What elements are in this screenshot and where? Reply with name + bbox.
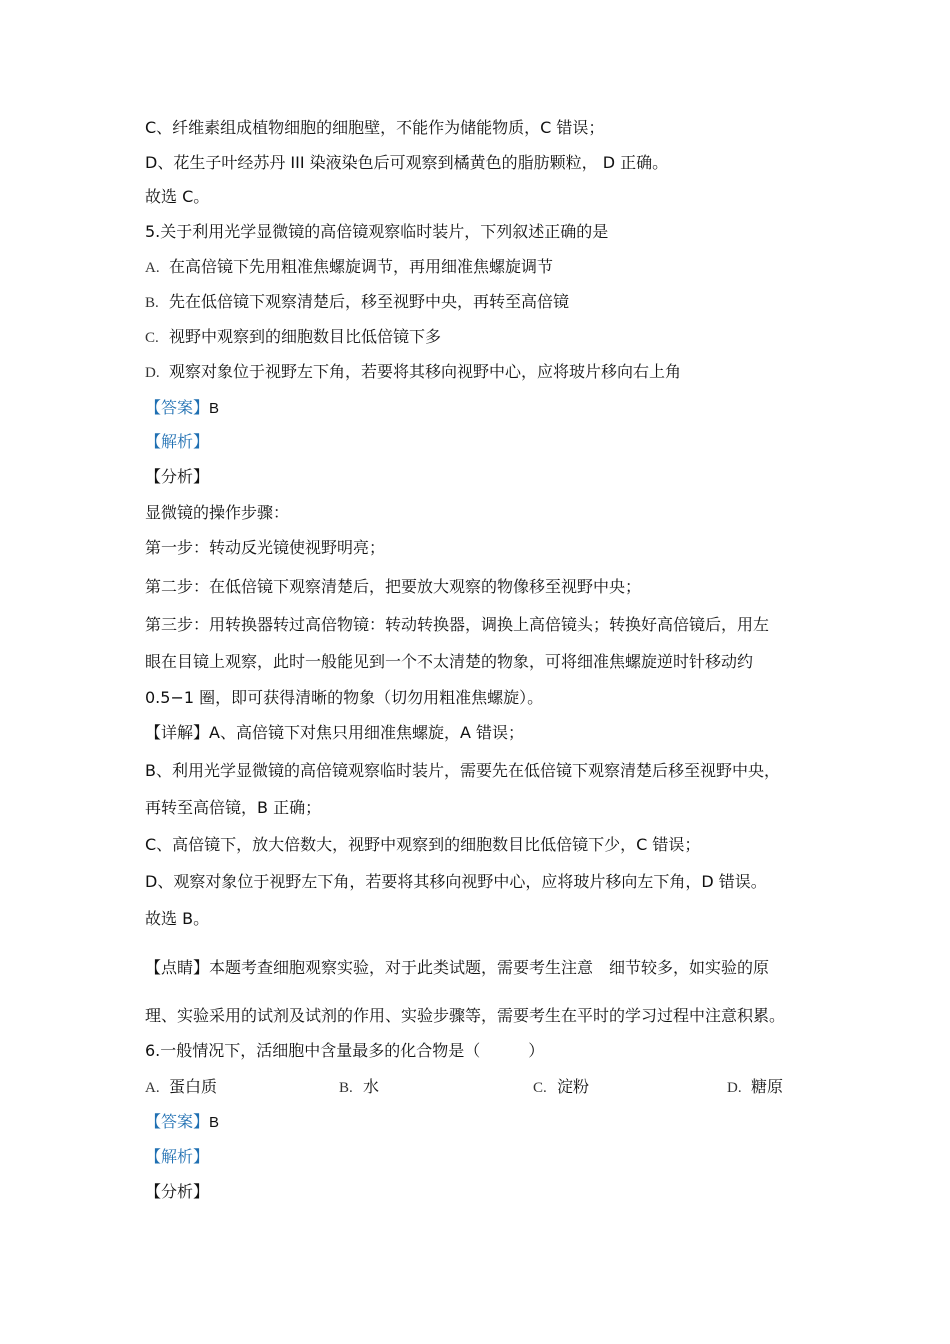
step-3-part-2: 眼在目镜上观察，此时一般能见到一个不太清楚的物象，可将细准焦螺旋逆时针移动约 bbox=[145, 652, 754, 671]
text-line: C、纤维素组成植物细胞的细胞壁，不能作为储能物质，C 错误； bbox=[145, 118, 605, 137]
option-letter: C. bbox=[533, 1080, 547, 1096]
step-2: 第二步：在低倍镜下观察清楚后，把要放大观察的物像移至视野中央； bbox=[145, 577, 642, 596]
question-5-option-d bbox=[145, 361, 681, 384]
option-text: 观察对象位于视野左下角，若要将其移向视野中心，应将玻片移向右上角 bbox=[169, 362, 682, 381]
option-text: 视野中观察到的细胞数目比低倍镜下多 bbox=[169, 327, 442, 346]
answer-value: B bbox=[209, 1114, 220, 1131]
detail-b-part-1: B、利用光学显微镜的高倍镜观察临时装片，需要先在低倍镜下观察清楚后移至视野中央， bbox=[145, 761, 780, 780]
question-6-option-a bbox=[145, 1076, 217, 1099]
answer-line bbox=[145, 397, 219, 420]
answer-tag: 【答案】 bbox=[145, 1112, 210, 1131]
detail-d: D、观察对象位于视野左下角，若要将其移向视野中心，应将玻片移向左下角，D 错误。 bbox=[145, 872, 767, 891]
option-letter: B. bbox=[145, 295, 159, 311]
option-text: 蛋白质 bbox=[169, 1077, 218, 1096]
text-line: 故选 C。 bbox=[145, 187, 210, 206]
steps-title: 显微镜的操作步骤： bbox=[145, 503, 290, 522]
detail-a-line bbox=[145, 722, 524, 744]
option-letter: A. bbox=[145, 1080, 160, 1096]
dianjing-tag: 【点睛】 bbox=[145, 958, 210, 977]
question-6-option-d bbox=[727, 1076, 783, 1099]
detail-tag: 【详解】 bbox=[145, 723, 210, 742]
answer-line-q6 bbox=[145, 1111, 219, 1134]
question-6-stem: 6.一般情况下，活细胞中含量最多的化合物是（ ） bbox=[145, 1041, 545, 1060]
question-5-option-a bbox=[145, 256, 553, 279]
option-text: 在高倍镜下先用粗准焦螺旋调节，再用细准焦螺旋调节 bbox=[169, 257, 554, 276]
option-text: 先在低倍镜下观察清楚后，移至视野中央，再转至高倍镜 bbox=[169, 292, 570, 311]
option-letter: D. bbox=[727, 1080, 742, 1096]
option-text: 糖原 bbox=[751, 1077, 784, 1096]
text-line: D、花生子叶经苏丹 III 染液染色后可观察到橘黄色的脂肪颗粒， D 正确。 bbox=[145, 153, 669, 172]
option-text: 水 bbox=[363, 1077, 380, 1096]
analysis-tag-q6: 【解析】 bbox=[145, 1147, 210, 1166]
analysis-tag: 【解析】 bbox=[145, 432, 210, 451]
option-text: 淀粉 bbox=[557, 1077, 590, 1096]
question-5-option-c bbox=[145, 326, 441, 349]
option-letter: C. bbox=[145, 330, 159, 346]
dianjing-line-2: 理、实验采用的试剂及试剂的作用、实验步骤等，需要考生在平时的学习过程中注意积累。 bbox=[145, 1006, 786, 1025]
step-3-part-1: 第三步：用转换器转过高倍物镜：转动转换器，调换上高倍镜头；转换好高倍镜后，用左 bbox=[145, 615, 770, 634]
question-6-option-c bbox=[533, 1076, 589, 1099]
dianjing-line-1 bbox=[145, 957, 769, 979]
option-letter: A. bbox=[145, 260, 160, 276]
choose-b: 故选 B。 bbox=[145, 909, 210, 928]
detail-a: A、高倍镜下对焦只用细准焦螺旋，A 错误； bbox=[209, 723, 524, 742]
option-letter: B. bbox=[339, 1080, 353, 1096]
fenxi-tag-q6: 【分析】 bbox=[145, 1182, 210, 1201]
step-3-part-3: 0.5−1 圈，即可获得清晰的物象（切勿用粗准焦螺旋）。 bbox=[145, 688, 544, 707]
step-1: 第一步：转动反光镜使视野明亮； bbox=[145, 538, 386, 557]
detail-b-part-2: 再转至高倍镜，B 正确； bbox=[145, 798, 322, 817]
option-letter: D. bbox=[145, 365, 160, 381]
question-6-option-b bbox=[339, 1076, 379, 1099]
question-5-option-b bbox=[145, 291, 569, 314]
answer-tag: 【答案】 bbox=[145, 398, 210, 417]
fenxi-tag: 【分析】 bbox=[145, 467, 210, 486]
answer-value: B bbox=[209, 400, 220, 417]
question-5-stem: 5.关于利用光学显微镜的高倍镜观察临时装片，下列叙述正确的是 bbox=[145, 222, 609, 241]
dianjing-text-1: 本题考查细胞观察实验，对于此类试题，需要考生注意 细节较多，如实验的原 bbox=[209, 958, 770, 977]
detail-c: C、高倍镜下，放大倍数大，视野中观察到的细胞数目比低倍镜下少，C 错误； bbox=[145, 835, 701, 854]
